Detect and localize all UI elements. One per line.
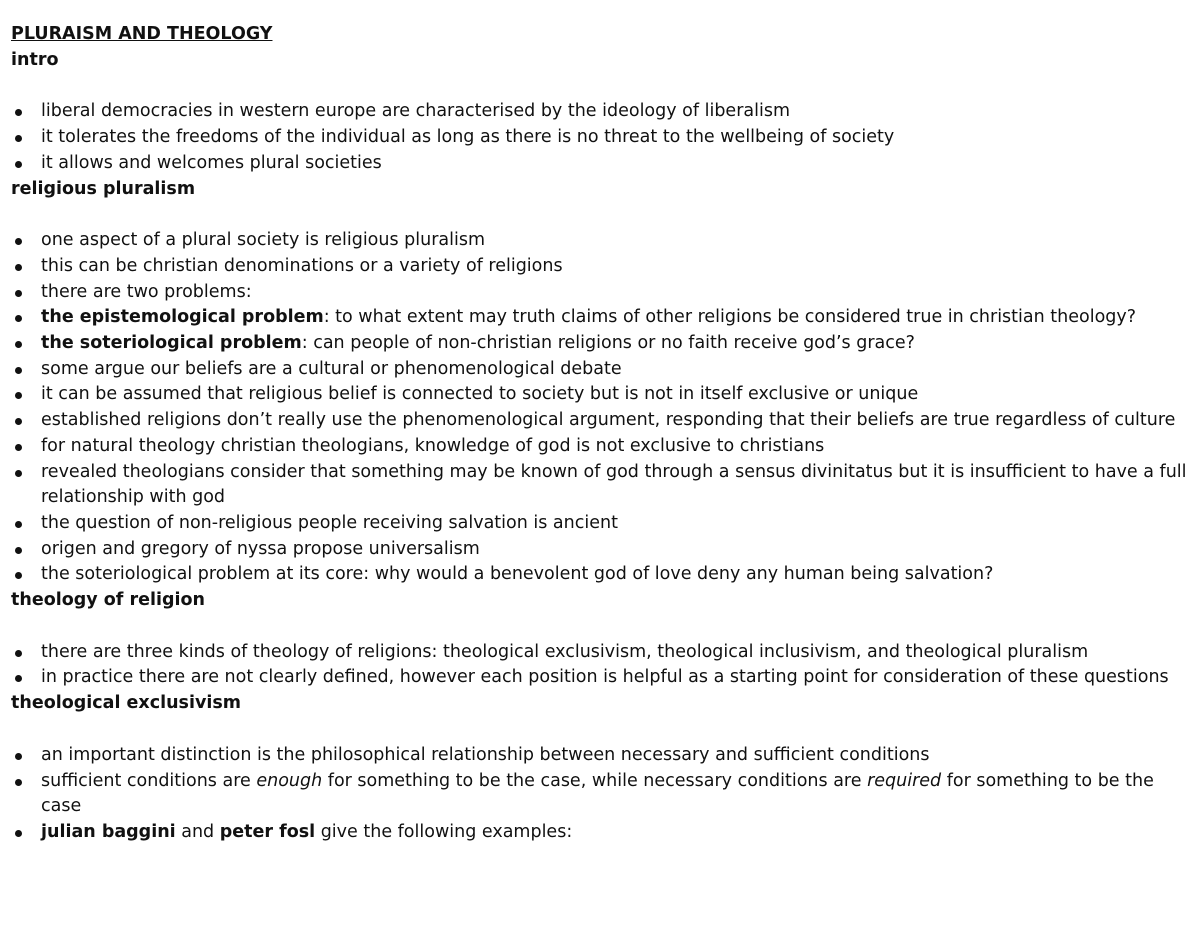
list-item	[11, 125, 1196, 151]
item-text: in practice there are not clearly defined, however each position is helpful as a starting point for consideration of these questions	[41, 667, 1169, 688]
item-text: established religions don’t really use the phenomenological argument, responding that their beliefs are true regardless of culture	[41, 410, 1176, 431]
item-text: an important distinction is the philosophical relationship between necessary and sufficient conditions	[41, 744, 930, 765]
bold-text: peter fosl	[219, 821, 316, 842]
bold-text: the soteriological problem	[41, 333, 302, 354]
item-text: and	[175, 821, 220, 842]
bullet-list	[11, 743, 1196, 846]
list-item	[11, 511, 1196, 537]
bullet-list	[11, 228, 1196, 588]
item-text: sufficient conditions are	[41, 770, 257, 791]
item-text: for something to be the case	[41, 770, 1154, 817]
item-text: : to what extent may truth claims of other religions be considered true in christian theology?	[323, 307, 1137, 328]
item-text: origen and gregory of nyssa propose universalism	[41, 538, 480, 559]
list-item	[11, 99, 1196, 125]
list-item	[11, 305, 1196, 331]
item-text: for natural theology christian theologians, knowledge of god is not exclusive to christians	[41, 435, 825, 456]
italic-text: required	[867, 770, 942, 791]
list-item	[11, 408, 1196, 434]
item-text: some argue our beliefs are a cultural or phenomenological debate	[41, 358, 622, 379]
list-item	[11, 562, 1196, 588]
list-item	[11, 640, 1196, 666]
list-item	[11, 537, 1196, 563]
item-text: it can be assumed that religious belief is connected to society but is not in itself exclusive or unique	[41, 384, 919, 405]
list-item	[11, 254, 1196, 280]
item-text: this can be christian denominations or a variety of religions	[41, 255, 563, 276]
list-item	[11, 460, 1196, 511]
list-item	[11, 769, 1196, 820]
document-title: PLURAISM AND THEOLOGY	[11, 24, 273, 44]
item-text: it tolerates the freedoms of the individual as long as there is no threat to the wellbeing of society	[41, 127, 895, 148]
item-text: : can people of non-christian religions or no faith receive god’s grace?	[301, 333, 915, 354]
section-heading: intro	[11, 49, 59, 70]
item-text: give the following examples:	[315, 821, 573, 842]
list-item	[11, 280, 1196, 306]
list-item	[11, 434, 1196, 460]
document-page	[11, 22, 1196, 846]
item-text: for something to be the case, while necessary conditions are	[322, 770, 868, 791]
section-heading: theology of religion	[11, 590, 205, 611]
list-item	[11, 743, 1196, 769]
list-item	[11, 151, 1196, 177]
list-item	[11, 331, 1196, 357]
item-text: it allows and welcomes plural societies	[41, 152, 382, 173]
list-item	[11, 228, 1196, 254]
document-body	[11, 48, 1196, 846]
item-text: liberal democracies in western europe are characterised by the ideology of liberalism	[41, 101, 791, 122]
section-heading: religious pluralism	[11, 178, 196, 199]
italic-text: enough	[256, 770, 323, 791]
section-heading: theological exclusivism	[11, 693, 241, 714]
list-item	[11, 357, 1196, 383]
list-item	[11, 382, 1196, 408]
list-item	[11, 820, 1196, 846]
bold-text: julian baggini	[41, 821, 176, 842]
list-item	[11, 665, 1196, 691]
bold-text: the epistemological problem	[41, 307, 324, 328]
item-text: there are three kinds of theology of religions: theological exclusivism, theological inclusivism, and theological pluralism	[41, 641, 1089, 662]
item-text: the question of non-religious people receiving salvation is ancient	[41, 512, 618, 533]
item-text: one aspect of a plural society is religious pluralism	[41, 230, 486, 251]
item-text: revealed theologians consider that something may be known of god through a sensus divinitatus but it is insufficient to have a full relationship with god	[41, 461, 1187, 508]
item-text: the soteriological problem at its core: why would a benevolent god of love deny any human being salvation?	[41, 564, 994, 585]
bullet-list	[11, 640, 1196, 691]
bullet-list	[11, 99, 1196, 176]
item-text: there are two problems:	[41, 281, 252, 302]
